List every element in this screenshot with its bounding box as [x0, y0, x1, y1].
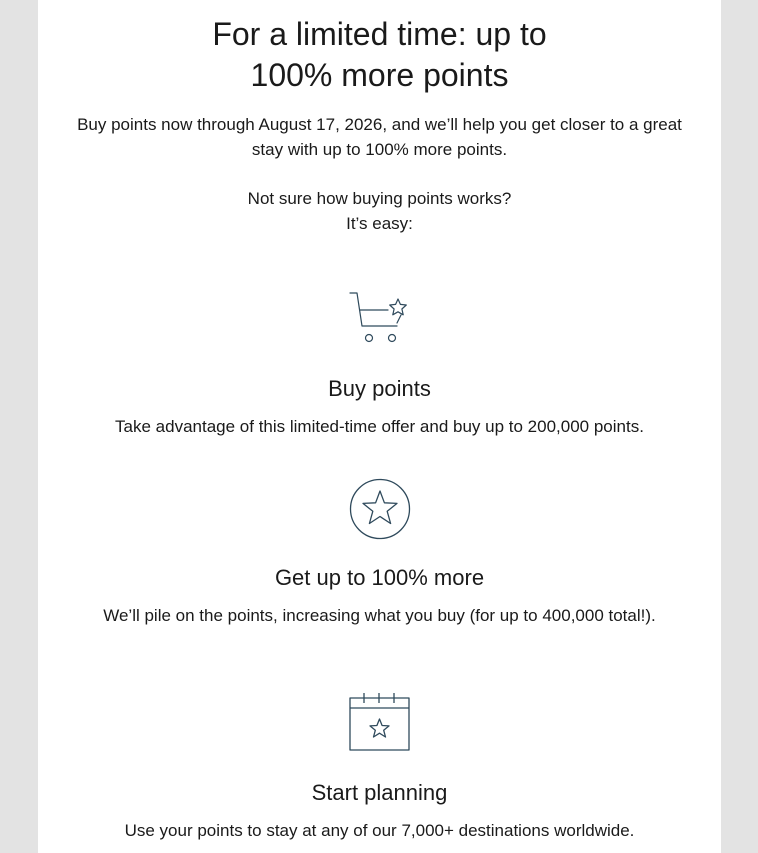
star-circle-icon [348, 477, 412, 541]
intro-text: Buy points now through August 17, 2026, and we’ll help you get closer to a great stay with up to 100% more points. [77, 115, 682, 159]
step-1-description: Take advantage of this limited-time offer and buy up to 200,000 points. [115, 417, 644, 436]
step-3-description: Use your points to stay at any of our 7,000+ destinations worldwide. [124, 821, 635, 840]
headline-line-1: For a limited time: up to [212, 16, 547, 52]
step-2-description: We’ll pile on the points, increasing what you buy (for up to 400,000 total!). [103, 606, 656, 625]
headline-line-2: 100% more points [250, 57, 509, 93]
step-2-title: Get up to 100% more [274, 565, 485, 590]
email-content [38, 0, 721, 853]
step-3-title: Start planning [311, 780, 448, 805]
how-it-works [38, 186, 721, 236]
how-it-works-question: Not sure how buying points works? [247, 189, 512, 208]
headline [38, 14, 721, 96]
how-it-works-answer: It’s easy: [346, 214, 413, 233]
calendar-star-icon [348, 692, 412, 754]
shopping-cart-star-icon [347, 290, 413, 346]
step-1-title: Buy points [328, 376, 431, 401]
